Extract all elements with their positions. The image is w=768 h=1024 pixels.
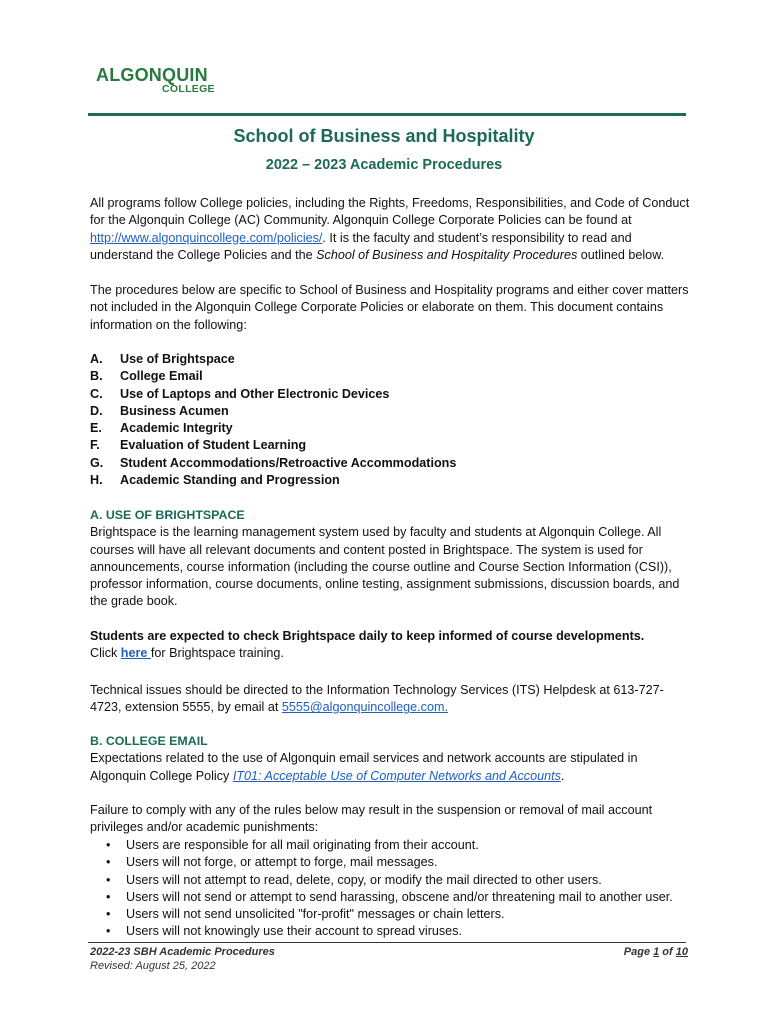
list-letter: H. — [90, 473, 103, 488]
logo-wordmark: ALGONQUIN — [96, 65, 208, 85]
list-item — [90, 472, 690, 489]
page-total: 10 — [675, 946, 688, 958]
page-footer — [90, 945, 688, 973]
click-text: Click — [90, 646, 121, 661]
list-item — [106, 889, 696, 906]
bullet-icon: • — [106, 889, 111, 904]
section-b-text: Expectations related to the use of Algonquin email services and network accounts are stipulated in Algonquin College Policy — [90, 751, 638, 783]
header-rule — [88, 113, 686, 116]
bullet-icon: • — [106, 855, 111, 870]
page-number — [624, 945, 688, 959]
bullet-text: Users are responsible for all mail originating from their account. — [126, 838, 479, 852]
list-letter: F. — [90, 438, 100, 453]
intro-italic: School of Business and Hospitality Procedures — [316, 247, 578, 262]
brightspace-training-link[interactable]: here — [120, 646, 151, 661]
page-label: Page — [623, 946, 654, 958]
intro-text-2: The procedures below are specific to School of Business and Hospitality programs and either cover matters not included in the Algonquin College Corporate Policies or elaborate on them. This document contains information on the following: — [90, 283, 689, 332]
list-item — [90, 386, 690, 403]
list-item — [90, 403, 690, 420]
page-title: School of Business and Hospitality — [233, 126, 535, 146]
email-rules-list — [106, 837, 696, 941]
intro-text-c: outlined below. — [577, 247, 665, 262]
bullet-text: Users will not attempt to read, delete, copy, or modify the mail directed to other users. — [126, 872, 602, 887]
list-letter: E. — [90, 421, 102, 436]
intro-text-a: All programs follow College policies, including the Rights, Freedoms, Responsibilities, and Code of Conduct for the Algonquin College (AC) Community. Algonquin College Corporate Policies can be found at — [90, 196, 690, 228]
list-item — [106, 906, 696, 923]
list-label: Use of Laptops and Other Electronic Devices — [120, 386, 390, 401]
list-item — [90, 420, 690, 437]
list-letter: A. — [90, 352, 103, 366]
list-letter: B. — [90, 369, 103, 384]
it01-policy-link[interactable]: IT01: Acceptable Use of Computer Networks and Accounts — [232, 768, 561, 783]
list-label: Academic Standing and Progression — [120, 473, 340, 488]
page-subtitle: 2022 – 2023 Academic Procedures — [265, 157, 503, 173]
list-label: Evaluation of Student Learning — [120, 438, 307, 453]
brightspace-daily-notice: Students are expected to check Brightspace daily to keep informed of course developments. — [90, 629, 645, 643]
list-item — [90, 368, 690, 385]
contents-list — [90, 351, 690, 489]
footer-doc-title: 2022-23 SBH Academic Procedures — [90, 946, 275, 958]
list-letter: C. — [90, 386, 103, 401]
logo-subtitle: COLLEGE — [162, 83, 215, 95]
list-item — [90, 351, 690, 368]
list-item — [106, 872, 696, 889]
list-item — [106, 854, 696, 871]
page-current: 1 — [653, 946, 660, 958]
tech-text: Technical issues should be directed to the Information Technology Services (ITS) Helpdesk at 613-727-4723, extension 5555, by email at — [90, 683, 664, 715]
list-item — [106, 923, 696, 940]
list-item — [90, 455, 690, 472]
footer-revised-date: Revised: August 25, 2022 — [90, 960, 216, 972]
list-item — [106, 837, 696, 854]
intro-paragraph-2 — [90, 282, 690, 334]
list-letter: G. — [90, 455, 104, 470]
intro-paragraph-1 — [90, 195, 690, 264]
section-a — [90, 507, 690, 611]
bullet-icon: • — [106, 838, 111, 852]
list-label: Academic Integrity — [120, 421, 233, 436]
bullet-text: Users will not forge, or attempt to forge, mail messages. — [126, 855, 438, 870]
footer-rule — [88, 942, 686, 943]
list-label: Business Acumen — [120, 403, 229, 418]
bullet-text: Users will not send unsolicited "for-profit" messages or chain letters. — [126, 907, 505, 922]
bullet-icon: • — [106, 924, 111, 939]
section-a-paragraph: Brightspace is the learning management system used by faculty and students at Algonquin College. All courses will have all relevant documents and content posted in Brightspace. The system is used for announcements, course information (including the course outline and Course Section Information (CSI)), professor information, course documents, online testing, assignment submissions, discussion boards, and the grade book. — [90, 525, 680, 609]
click-text-b: for Brightspace training. — [150, 646, 284, 661]
policies-link[interactable]: http://www.algonquincollege.com/policies/ — [90, 230, 323, 245]
section-b — [90, 733, 690, 785]
section-b-heading: B. COLLEGE EMAIL — [90, 734, 208, 748]
bullet-text: Users will not send or attempt to send harassing, obscene and/or threatening mail to another user. — [126, 889, 673, 904]
bullet-icon: • — [106, 907, 111, 922]
section-b-rules-intro — [90, 802, 690, 837]
section-a-heading: A. USE OF BRIGHTSPACE — [90, 508, 245, 522]
list-letter: D. — [90, 403, 103, 418]
list-label: Use of Brightspace — [120, 352, 235, 366]
helpdesk-email-link[interactable]: 5555@algonquincollege.com. — [281, 700, 448, 715]
section-b-text-end: . — [560, 768, 565, 783]
section-a-callout — [90, 628, 690, 663]
section-b-paragraph-2: Failure to comply with any of the rules below may result in the suspension or removal of mail account privileges and/or academic punishments: — [90, 803, 653, 835]
list-item — [90, 437, 690, 454]
bullet-icon: • — [106, 872, 111, 887]
list-label: Student Accommodations/Retroactive Accommodations — [120, 455, 457, 470]
page-of: of — [659, 946, 676, 958]
section-a-tech — [90, 682, 690, 717]
bullet-text: Users will not knowingly use their account to spread viruses. — [126, 924, 462, 939]
list-label: College Email — [120, 369, 203, 384]
intro-text-b: . It is the faculty and student’s responsibility to read and understand the College Policies and the — [90, 230, 632, 262]
algonquin-logo — [96, 66, 226, 95]
